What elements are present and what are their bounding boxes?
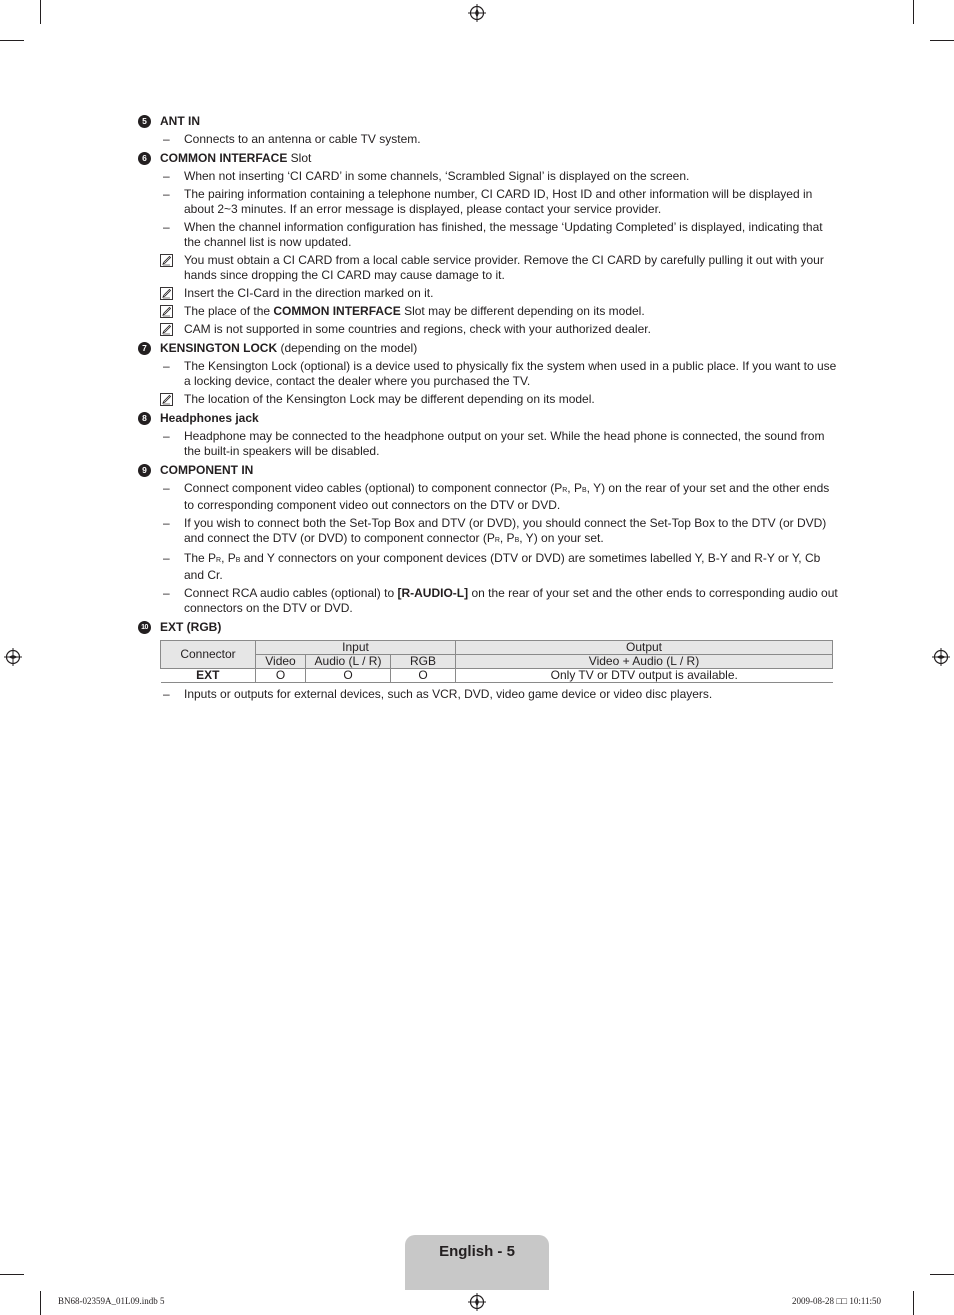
dash-marker: – [163, 429, 170, 443]
table-cell: O [256, 669, 306, 683]
ext-connector-table [160, 640, 833, 683]
table-header: RGB [391, 655, 456, 669]
dash-marker: – [163, 586, 170, 600]
crop-mark [40, 0, 41, 24]
table-cell: EXT [161, 669, 256, 683]
note-icon [160, 305, 173, 318]
item-text: Insert the CI-Card in the direction marked on it. [184, 286, 434, 300]
section-title: ANT IN [160, 114, 200, 128]
table-header: Video + Audio (L / R) [456, 655, 833, 669]
dash-marker: – [163, 516, 170, 530]
section-title: EXT (RGB) [160, 620, 222, 634]
registration-mark-icon [468, 1293, 486, 1311]
note-icon [160, 323, 173, 336]
section-heading [138, 151, 842, 166]
bullet-item [138, 169, 842, 184]
table-cell: O [391, 669, 456, 683]
registration-mark-icon [4, 648, 22, 666]
item-text: Inputs or outputs for external devices, such as VCR, DVD, video game device or video disc players. [184, 687, 713, 701]
crop-mark [930, 1274, 954, 1275]
item-text: The Kensington Lock (optional) is a device used to physically fix the system when used in a public place. If you want to use a locking device, contact the dealer where you purchased the TV. [184, 359, 837, 388]
section-title: KENSINGTON LOCK [160, 341, 278, 355]
dash-marker: – [163, 187, 170, 201]
bullet-item [138, 429, 842, 459]
item-text: When the channel information configuration has finished, the message ‘Updating Completed’ is displayed, indicating that the channel list is now updated. [184, 220, 823, 249]
crop-mark [0, 40, 24, 41]
table-cell: O [306, 669, 391, 683]
crop-mark [0, 1274, 24, 1275]
section-heading [138, 463, 842, 478]
number-badge: 10 [138, 621, 151, 634]
item-text: If you wish to connect both the Set-Top Box and DTV (or DVD), you should connect the Set-Top Box to the DTV (or DVD) and connect the DTV (or DVD) to component connector (PR, PB, Y) on your set. [184, 516, 827, 545]
number-badge: 7 [138, 342, 151, 355]
table-header: Audio (L / R) [306, 655, 391, 669]
note-item [138, 392, 842, 407]
table-header: Output [456, 641, 833, 655]
section-title-suffix: (depending on the model) [277, 341, 418, 355]
bullet-item [138, 132, 842, 147]
crop-mark [913, 0, 914, 24]
dash-marker: – [163, 481, 170, 495]
manual-content [138, 110, 842, 702]
note-icon [160, 393, 173, 406]
table-cell: Only TV or DTV output is available. [456, 669, 833, 683]
dash-marker: – [163, 359, 170, 373]
bullet-item [138, 586, 842, 616]
bullet-item [138, 516, 842, 548]
dash-marker: – [163, 132, 170, 146]
dash-marker: – [163, 551, 170, 565]
note-item [138, 286, 842, 301]
bullet-item [138, 551, 842, 583]
item-text: The location of the Kensington Lock may be different depending on its model. [184, 392, 595, 406]
note-icon [160, 287, 173, 300]
note-item [138, 322, 842, 337]
note-icon [160, 254, 173, 267]
print-timestamp: 2009-08-28 □□ 10:11:50 [792, 1296, 882, 1306]
bullet-item [138, 481, 842, 513]
number-badge: 5 [138, 115, 151, 128]
file-slug: BN68-02359A_01L09.indb 5 [58, 1296, 165, 1306]
dash-marker: – [163, 220, 170, 234]
number-badge: 6 [138, 152, 151, 165]
section-heading [138, 411, 842, 426]
item-text: You must obtain a CI CARD from a local cable service provider. Remove the CI CARD by carefully pulling it out with your hands since dropping the CI CARD may cause damage to it. [184, 253, 824, 282]
bullet-item [138, 187, 842, 217]
table-header: Connector [161, 641, 256, 669]
crop-mark [930, 40, 954, 41]
bullet-item [138, 687, 842, 702]
dash-marker: – [163, 687, 170, 701]
section-title: COMMON INTERFACE [160, 151, 288, 165]
section-heading [138, 620, 842, 635]
item-text: Connects to an antenna or cable TV system. [184, 132, 421, 146]
item-text: The place of the COMMON INTERFACE Slot may be different depending on its model. [184, 304, 645, 318]
section-heading [138, 341, 842, 356]
crop-mark [913, 1291, 914, 1315]
number-badge: 9 [138, 464, 151, 477]
item-text: When not inserting ‘CI CARD’ in some channels, ‘Scrambled Signal’ is displayed on the screen. [184, 169, 690, 183]
section-heading [138, 114, 842, 129]
table-header: Video [256, 655, 306, 669]
item-text: The PR, PB and Y connectors on your component devices (DTV or DVD) are sometimes labelled Y, B-Y and R-Y or Y, Cb and Cr. [184, 551, 821, 582]
registration-mark-icon [468, 4, 486, 22]
registration-mark-icon [932, 648, 950, 666]
number-badge: 8 [138, 412, 151, 425]
section-title-suffix: Slot [287, 151, 312, 165]
item-text: CAM is not supported in some countries and regions, check with your authorized dealer. [184, 322, 651, 336]
item-text: Connect RCA audio cables (optional) to [R-AUDIO-L] on the rear of your set and the other ends to corresponding audio out connectors on the DTV or DVD. [184, 586, 838, 615]
bullet-item [138, 220, 842, 250]
note-item [138, 253, 842, 283]
item-text: Headphone may be connected to the headphone output on your set. While the head phone is connected, the sound from the built-in speakers will be disabled. [184, 429, 825, 458]
note-item [138, 304, 842, 319]
table-header: Input [256, 641, 456, 655]
page-number-tab [405, 1235, 549, 1290]
section-title: Headphones jack [160, 411, 259, 425]
section-title: COMPONENT IN [160, 463, 254, 477]
dash-marker: – [163, 169, 170, 183]
item-text: Connect component video cables (optional) to component connector (PR, PB, Y) on the rear of your set and the other ends to corresponding component video out connectors on the DTV or DVD. [184, 481, 830, 512]
crop-mark [40, 1291, 41, 1315]
bullet-item [138, 359, 842, 389]
item-text: The pairing information containing a telephone number, CI CARD ID, Host ID and other information will be displayed in about 2~3 minutes. If an error message is displayed, please contact your service provider. [184, 187, 813, 216]
page-label: English - 5 [439, 1243, 515, 1260]
